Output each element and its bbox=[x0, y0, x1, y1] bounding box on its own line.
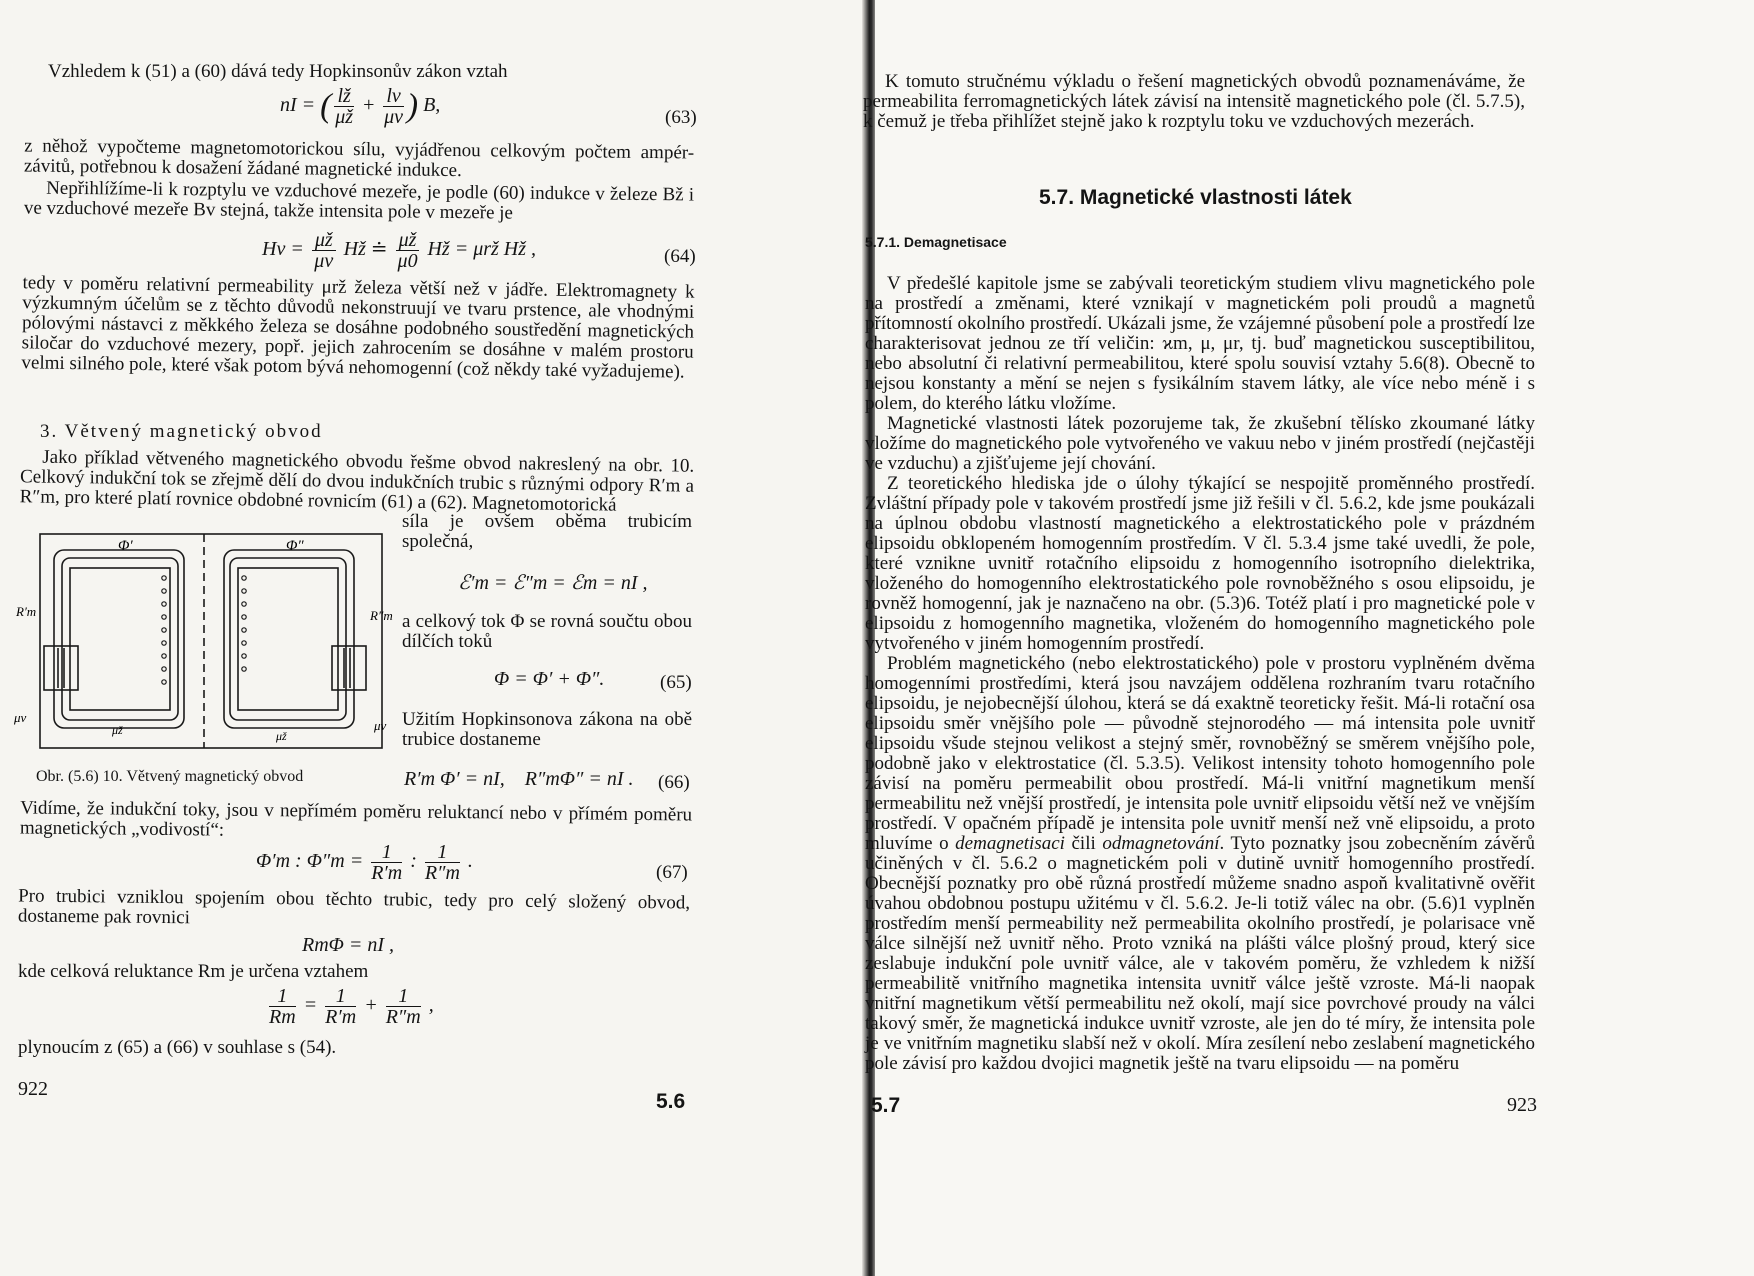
paragraph-priklad: Jako příklad větveného magnetického obvodu řešme obvod nakreslený na obr. 10. Celkový indukční tok se zřejmě dělí do dvou indukčních trubic s různými odpory R′m a R″m, pro které platí rovnice obdobné rovnicím (61) a (62). Magnetomotorická bbox=[19, 446, 695, 516]
equation-65: Φ = Φ′ + Φ″. bbox=[494, 668, 605, 690]
eq64-mid: Hž ≐ bbox=[343, 238, 388, 261]
term-odmagnetovani: odmagnetování bbox=[1102, 833, 1220, 854]
eq63-number: (63) bbox=[665, 107, 697, 128]
eq63-rhs: B, bbox=[423, 94, 441, 117]
paragraph-uzitim: Užitím Hopkinsonova zákona na obě trubice dostaneme bbox=[402, 709, 692, 750]
eq64-lhs: Hv = bbox=[262, 238, 304, 261]
paragraph-vidime: Vidíme, že indukční toky, jsou v nepřímém poměru reluktancí nebo v přímém poměru magnetických „vodivostí“: bbox=[19, 797, 693, 841]
section-marker-left: 5.6 bbox=[656, 1090, 686, 1113]
rel-f0-num: 1 bbox=[269, 986, 296, 1007]
eq67-f1-den: R′m bbox=[371, 862, 403, 884]
rel-f1-den: R′m bbox=[325, 1006, 357, 1028]
right-body-text bbox=[865, 274, 1535, 1074]
label-rm-prime: R′m bbox=[16, 604, 37, 619]
right-page bbox=[863, 0, 1754, 1276]
term-demagnetisace: demagnetisaci bbox=[955, 833, 1065, 854]
paragraph-3: Z teoretického hlediska jde o úlohy týkající se nespojitě proměnného prostředí. Zvláštní případy pole v takovém prostředí jsme již řešili v čl. 5.6.2, kde jsme poukázali na úplnou obdobu vlastností magnetického a elektrostatického pole v prázdném elipsoidu obklopeném homogenním prostředím. V čl. 5.3.4 jsme také uvedli, že pole, které vznikne uvnitř rotačního elipsoidu z homogenního isotropního dielektrika, vloženého do homogenního elektrostatického pole rovnoběžného s osou elipsoidu, je rovněž homogenní, jak je naznačeno na obr. (5.3)6. Totéž platí i pro magnetické pole v elipsoidu z homogenního magnetika, vloženém do homogenního magnetického pole vytvořeného v jiném homogenním prostředí. bbox=[865, 473, 1535, 654]
eq64-rhs: Hž = μrž Hž , bbox=[427, 238, 537, 261]
heading-branched-circuit: 3. Větvený magnetický obvod bbox=[40, 421, 323, 442]
label-mu-v-left: μv bbox=[14, 710, 27, 725]
eq64-number: (64) bbox=[664, 246, 696, 267]
equation-emf: ℰ′m = ℰ″m = ℰm = nI , bbox=[458, 572, 648, 594]
label-phi-prime: Φ′ bbox=[118, 538, 133, 554]
page-number-left: 922 bbox=[18, 1078, 48, 1100]
paragraph-4 bbox=[865, 654, 1535, 1074]
left-page bbox=[0, 0, 865, 1276]
eq64-f1-num: μž bbox=[312, 230, 336, 251]
eq65-number: (65) bbox=[660, 672, 692, 693]
paragraph-pomer: tedy v poměru relativní permeability μrž železa větší než v jádře. Elektromagnety k výzkumným účelům se z těchto důvodů nekonstruují ve tvaru prstence, ale vhodnými pólovými nástavci z měkkého železa se dosáhne podobného soustředění magnetických siločar do vzduchové mezery, popř. jejich zahrocením se dosáhne v malém prostoru velmi silného pole, které však potom bývá nehomogenní (což někdy také vyžadujeme). bbox=[21, 272, 695, 383]
right-air-gap bbox=[332, 646, 366, 690]
eq63-lhs: nI = bbox=[280, 94, 316, 117]
paragraph-plynoucim: plynoucím z (65) a (66) v souhlase s (54). bbox=[18, 1037, 337, 1058]
rel-f2-num: 1 bbox=[386, 986, 421, 1007]
page-number-right: 923 bbox=[1507, 1094, 1537, 1116]
paragraph-4-part-a: Problém magnetického (nebo elektrostatického) pole v prostoru vyplněném dvěma homogenními prostředími, která jsou navzájem oddělena rozhraním tvaru rotačního elipsoidu, je nejobecnější úlohou, která se dá exaktně teoreticky řešit. Má-li rotační osa elipsoidu směr vnějšího pole — původně stejnorodého — má intensita pole uvnitř elipsoidu všude stejnou velikost a stejný směr, rovnoběžný se směrem vnějšího pole, podobně jako v elektrostatice (čl. 5.3.5). Velikost intensity tohoto homogenního pole závisí na poměru permeabilit obou prostředí. Má-li vnitřní magnetikum menší permeabilitu než vnější prostředí, je intensita pole uvnitř elipsoidu větší než ve vnějším prostředí. V opačném případě je intensita pole uvnitř menší než vně elipsoidu, a proto mluvíme o bbox=[865, 653, 1535, 854]
paragraph-1: V předešlé kapitole jsme se zabývali teoretickým studiem vlivu magnetického pole na prostředí a změnami, které vznikají v magnetickém poli proudů a magnetů přítomností okolního prostředí. Ukázali jsme, že vzájemné působení pole a prostředí lze charakterisovat jednou ze tří veličin: ϰm, μ, μr, tj. buď magnetickou susceptibilitou, nebo absolutní či relativní permeabilitou, které spolu souvisí vztahy 5.6(8). Obecně to nejsou konstanty a mění se nejen s fysikálním stavem látky, ale více nebo méně i s polem, do kterého látku vložíme. bbox=[865, 273, 1535, 414]
label-rm-double-prime: R″m bbox=[370, 608, 393, 623]
eq64-f2-den: μ0 bbox=[397, 250, 418, 272]
section-title: 5.7. Magnetické vlastnosti látek bbox=[1039, 186, 1352, 209]
eq67-f2-den: R″m bbox=[424, 862, 460, 884]
paragraph-4-part-b: . Tyto poznatky jsou zobecněním závěrů učiněných v čl. 5.6.2 o magnetickém poli v dutině uvnitř homogenního prostředí. Obecnější poznatky pro obě různá prostředí můžeme snadno aspoň kvalitativně ověřit úvahou obdobnou postupu užitému v čl. 5.6.2. Je-li totiž válec na obr. (5.6)1 vyplněn prostředím menší permeability než permeabilita okolního prostředí, je polarisace vně válce silnější než uvnitř něho. Proto vzniká na plášti válce plošný proud, který sice zeslabuje indukční pole uvnitř válce, ale v takovém poměru, že vzhledem k nižší permeabilitě vnitřního magnetika intensita uvnitř válce ještě vzroste. Má-li naopak vnitřní magnetikum větší permeabilitu než okolí, mají sice povrchové proudy na válci takový směr, že magnetická indukce uvnitř vzroste, ale jen do té míry, že intensita pole je ve vnitřním magnetiku slabší než v okolí. Míra zesílení nebo zeslabení magnetického pole závisí pro každou dvojici magnetik ještě na tvaru elipsoidu — na poměru bbox=[865, 833, 1535, 1074]
eq67-sep: : bbox=[410, 850, 417, 873]
equation-66: R′m Φ′ = nI, R″mΦ″ = nI . bbox=[404, 768, 634, 790]
paragraph-after-63: z něhož vypočteme magnetomotorickou sílu, vyjádřenou celkovým počtem ampér-závitů, potřebnou k dosažení žádané magnetické indukce. bbox=[23, 135, 695, 182]
equation-rm: RmΦ = nI , bbox=[302, 934, 395, 956]
eq67-tail: . bbox=[467, 850, 473, 873]
equation-67 bbox=[256, 842, 473, 883]
intro-line: Vzhledem k (51) a (60) dává tedy Hopkinsonův zákon vztah bbox=[48, 61, 508, 82]
label-mu-z-right: μž bbox=[276, 729, 287, 743]
eq64-f1-den: μv bbox=[314, 250, 334, 272]
left-window bbox=[70, 568, 170, 710]
equation-63: nI = ( $\frac{lž}{\mu ž}$ + $\frac{lv}{\mu v}$ ) B, bbox=[280, 85, 441, 128]
eq63-f1-num: lž bbox=[334, 86, 353, 107]
label-mu-v-right: μv bbox=[374, 718, 387, 733]
paragraph-tok: a celkový tok Φ se rovná součtu obou dílčích toků bbox=[402, 611, 692, 652]
rel-f0-den: Rm bbox=[269, 1006, 296, 1028]
equation-64 bbox=[262, 230, 536, 271]
paragraph-kde: kde celková reluktance Rm je určena vztahem bbox=[18, 961, 369, 982]
eq63-f1-den: μž bbox=[335, 106, 354, 128]
paragraph-sila: síla je ovšem oběma trubicím společná, bbox=[402, 511, 692, 552]
eq67-number: (67) bbox=[656, 862, 688, 883]
section-marker-right: 5.7 bbox=[871, 1094, 901, 1117]
eq67-lhs: Φ′m : Φ″m = bbox=[256, 850, 364, 873]
eq64-f2-num: μž bbox=[396, 230, 420, 251]
eq67-f1-num: 1 bbox=[371, 842, 402, 863]
eq63-f2-den: μv bbox=[384, 106, 403, 128]
right-window bbox=[238, 568, 338, 710]
paragraph-4-cili: čili bbox=[1064, 833, 1103, 854]
eq66-number: (66) bbox=[658, 772, 690, 793]
rel-f1-num: 1 bbox=[325, 986, 356, 1007]
equation-reluctance: $\frac{1}{Rm}$ = $\frac{1}{R'm}$ + $\frac{1}{R''m}$ , bbox=[269, 985, 434, 1028]
core-outline bbox=[40, 534, 382, 748]
paragraph-intro: K tomuto stručnému výkladu o řešení magnetických obvodů poznamenáváme, že permeabilita ferromagnetických látek závisí na intensitě magnetického pole (čl. 5.7.5), k čemuž je třeba přihlížet stejně jako k rozptylu toku ve vzduchových mezerách. bbox=[863, 71, 1525, 132]
figure-caption: Obr. (5.6) 10. Větvený magnetický obvod bbox=[36, 768, 304, 785]
subsection-title: 5.7.1. Demagnetisace bbox=[865, 234, 1007, 250]
label-mu-z-left: μž bbox=[112, 723, 123, 737]
eq63-f2-num: lv bbox=[383, 86, 403, 107]
paragraph-rozptyl: Nepřihlížíme-li k rozptylu ve vzduchové mezeře, je podle (60) indukce v železe Bž i ve vzduchové mezeře Bv stejná, takže intensita pole v mezeře je bbox=[23, 177, 695, 224]
rel-f2-den: R″m bbox=[385, 1006, 421, 1028]
label-phi-double-prime: Φ″ bbox=[286, 538, 304, 554]
paragraph-2: Magnetické vlastnosti látek pozorujeme tak, že zkušební tělísko zkoumané látky vložíme do magnetického pole vytvořeného ve vakuu nebo v jiném prostředí (nejčastěji ve vzduchu) a zjišťujeme její chování. bbox=[865, 413, 1535, 474]
left-air-gap bbox=[44, 646, 78, 690]
eq67-f2-num: 1 bbox=[425, 842, 460, 863]
paragraph-trubici: Pro trubici vzniklou spojením obou těchto trubic, tedy pro celý složený obvod, dostaneme pak rovnici bbox=[17, 885, 691, 929]
figure-branched-circuit bbox=[14, 528, 394, 756]
